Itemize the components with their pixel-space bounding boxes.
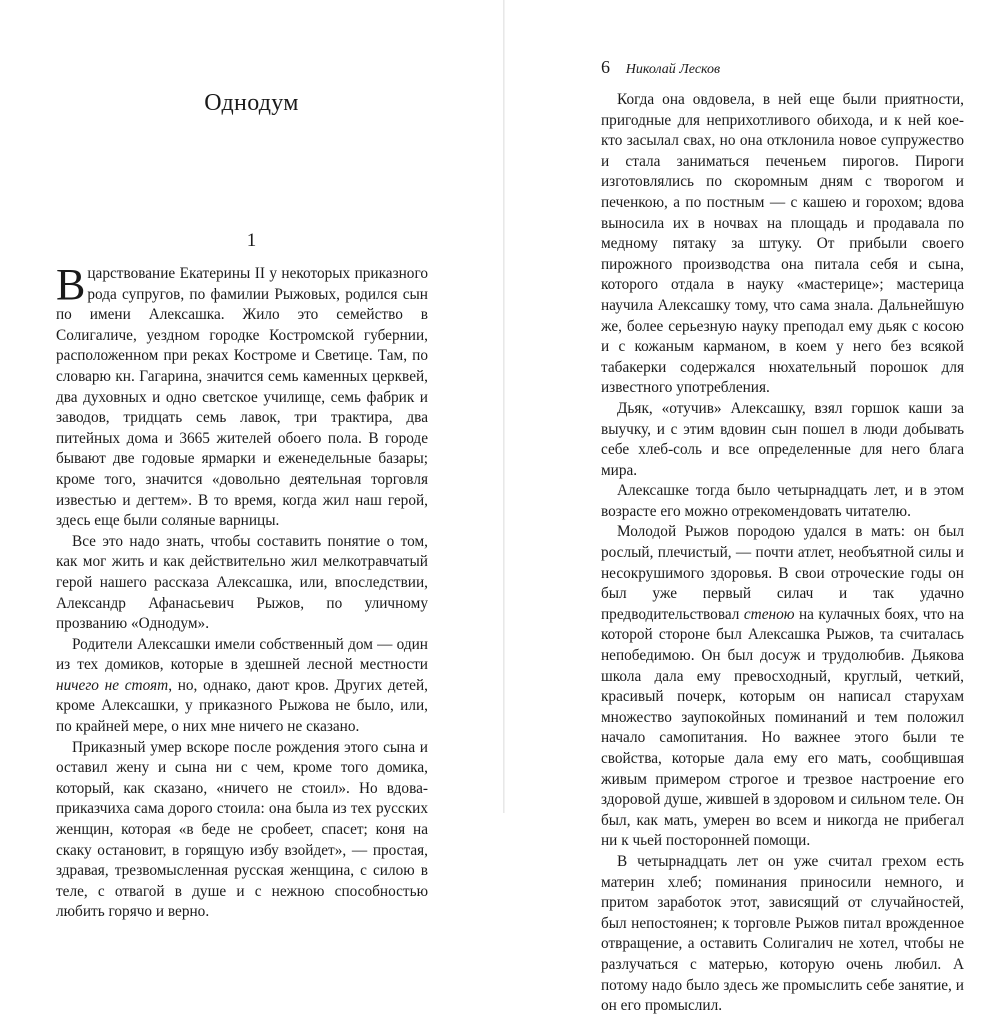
paragraph (56, 532, 428, 635)
right-page (505, 0, 1008, 1015)
text-run: Приказный умер вскоре после рождения этого сына и оставил жену и сына ни с чем, кроме того домика, который, как сказано, «ничего не стоил». Но вдова-приказчиха сама дорого стоила: она была из тех русских женщин, которая «в беде не сробеет, спасет; коня на скаку остановит, в горящую избу взойдет», — простая, здравая, трезвомысленная русская женщина, с силою в теле, с отвагой в душе и с нежною способностью любить горячо и верно. (56, 738, 428, 921)
paragraph (601, 852, 964, 1017)
running-header (601, 57, 720, 78)
text-run: Алексашке тогда было четырнадцать лет, и в этом возрасте его можно отрекомендовать читателю. (601, 482, 964, 520)
paragraph (601, 399, 964, 481)
chapter-number: 1 (246, 230, 257, 251)
author-name: Николай Лесков (625, 62, 721, 77)
story-title: Однодум (204, 90, 299, 116)
drop-cap: В (56, 260, 86, 309)
paragraph (56, 260, 428, 532)
left-page (0, 0, 503, 921)
italic-text: стеною (743, 605, 795, 623)
left-page-text (56, 260, 428, 923)
text-run: Когда она овдовела, в ней еще были приятности, пригодные для неприхотливого обихода, и к ней кое-кто засылал свах, но она отклонила новое супружество и стала заниматься печеньем пирогов. Пироги изготовлялись по скоромным дням с творогом и печенкою, а по постным — с кашею и горохом; вдова выносила их в ночвах на площадь и продавала по медному пятаку за штуку. От прибыли своего пирожного производства она питала себя и сына, которого отдала в науку «мастерице»; мастерица научила Алексашку тому, что сама знала. Дальнейшую же, более серьезную науку преподал ему дьяк с косою и с кожаным карманом, в коем у него без всякой табакерки содержался нюхательный порошок для известного употребления. (601, 91, 964, 397)
text-run: Дьяк, «отучив» Алексашку, взял горшок каши за выучку, и с этим вдовин сын пошел в люди добывать себе хлеб-соль и все определенные для него блага мира. (601, 399, 964, 479)
text-run: В четырнадцать лет он уже считал грехом есть материн хлеб; поминания приносили немного, и притом заработок этот, зависящий от случайностей, был непостоянен; к торговле Рыжов питал врожденное отвращение, а оставить Солигалич не хотел, чтобы не разлучаться с матерью, которую очень любил. А потому надо было здесь же промыслить себе занятие, и он его промыслил. (601, 852, 964, 1015)
paragraph (56, 635, 428, 738)
text-run: Родители Алексашки имели собственный дом — один из тех домиков, которые в здешней лесной местности (56, 635, 428, 674)
text-run: Все это надо знать, чтобы составить понятие о том, как мог жить и как действительно жил мелкотравчатый герой нашего рассказа Алексашка, или, впоследствии, Александр Афанасьевич Рыжов, по уличному прозванию «Однодум». (56, 532, 428, 633)
text-run: царствование Екатерины II у некоторых приказного рода супругов, по фамилии Рыжовых, родился сын по имени Алексашка. Жило это семейство в Солигаличе, уездном городке Костромской губернии, расположенном при реках Костроме и Светице. Там, по словарю кн. Гагарина, значится семь каменных церквей, два духовных и одно светское училище, семь фабрик и заводов, тридцать семь лавок, три трактира, два питейных дома и 3665 жителей обоего пола. В городе бывают две годовые ярмарки и еженедельные базары; кроме того, значится «довольно деятельная торговля известью и дегтем». В то время, когда жил наш герой, здесь еще были соляные варницы. (56, 265, 428, 530)
right-page-text (601, 90, 964, 1017)
text-run: , но, однако, дают кров. Других детей, кроме Алексашки, у приказного Рыжова не было, или, по крайней мере, о них мне ничего не сказано. (56, 676, 428, 736)
paragraph (56, 738, 428, 923)
paragraph (601, 481, 964, 522)
text-run: на кулачных боях, что на которой стороне был Алексашка Рыжов, та считалась непобедимою. Он был досуж и трудолюбив. Дьякова школа дала ему превосходный, круглый, четкий, красивый почерк, которым он написал старухам множество заупокойных поминаний и тем положил начало самопитания. Но важнее этого были те свойства, которые дала ему его мать, сообщившая живым примером строгое и трезвое настроение его здоровой душе, жившей в здоровом и сильном теле. Он был, как мать, умерен во всем и никогда не прибегал ни к чьей посторонней помощи. (601, 605, 964, 850)
italic-text: ничего не стоят (56, 676, 169, 694)
text-run: Молодой Рыжов породою удался в мать: он был рослый, плечистый, — почти атлет, необъятной силы и несокрушимого здоровья. В свои отроческие годы он был уже первый силач и так удачно предводительствовал (601, 523, 964, 623)
page-number: 6 (601, 57, 610, 77)
paragraph (601, 90, 964, 399)
paragraph (601, 522, 964, 852)
